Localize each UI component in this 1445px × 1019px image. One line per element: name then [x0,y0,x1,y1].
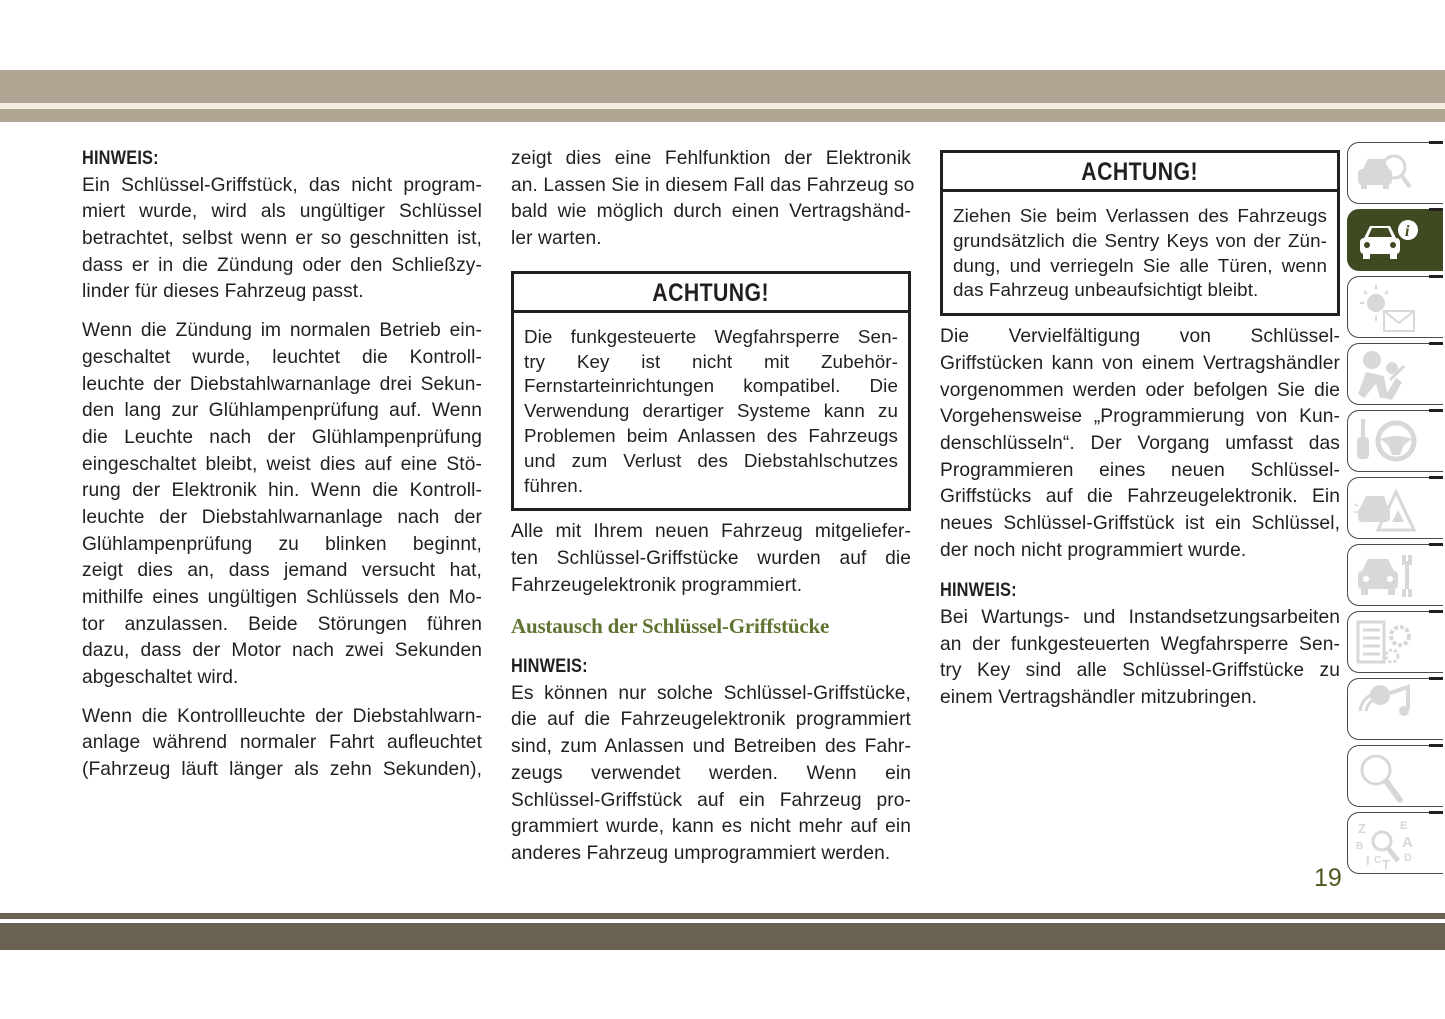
text-line: dass er in die Zündung oder den Schließzy- [82,254,482,276]
text-line: der noch nicht programmiert wurde. [940,539,1247,561]
text-line: ler warten. [511,228,602,250]
paragraph [511,519,911,599]
column-3 [940,146,1340,724]
text-line: und zum Verlust des Diebstahlschutzes [524,449,898,471]
text-line: try Key ist nicht mit Zubehör- [524,350,898,372]
warning-body [943,192,1337,313]
text-line: leuchte der Diebstahlwarnanlage nach der [82,506,482,528]
svg-text:C: C [1374,855,1382,866]
text-line: linder für dieses Fahrzeug passt. [82,281,364,303]
text-line: Ziehen Sie beim Verlassen des Fahrzeugs [953,205,1327,226]
text-line: neues Schlüssel-Griffstück ist ein Schlüssel, [940,513,1340,534]
text-line: eingeschaltet bleibt, weist dies auf eine Stö- [82,453,482,475]
text-line: grundsätzlich die Sentry Keys von der Zün- [953,229,1327,251]
text-line: vorgenommen werden oder befolgen Sie die [940,379,1340,401]
tab-car-info[interactable] [1347,209,1443,271]
tab-starting-operating[interactable] [1347,410,1443,472]
header-band-lower [0,109,1445,122]
text-line: Ein Schlüssel-Griffstück, das nicht program- [82,174,482,196]
text-line: tor anzulassen. Beide Störungen führen [82,613,482,635]
text-line: zeugs verwendet werden. Wenn ein [511,762,911,784]
text-line: try Key sind alle Schlüssel-Griffstücke zu [940,660,1340,682]
note-block [940,578,1340,711]
text-line: Fahrzeugelektronik programmiert. [511,574,803,596]
text-line: die auf die Fahrzeugelektronik programmiert [511,709,911,731]
text-line: Vorgehensweise „Programmierung von Kun- [940,406,1340,428]
text-line: dung, und verriegeln Sie alle Türen, wenn [953,254,1327,276]
text-line: Wenn die Zündung im normalen Betrieb ein- [82,320,482,342]
text-line: sind, zum Anlassen und Betreiben des Fahr- [511,736,911,758]
header-band [0,70,1445,103]
note-block [82,146,482,306]
warning-light-message-icon [1354,281,1418,335]
text-line: mithilfe eines ungültigen Schlüssels den Mo- [82,587,482,608]
text-line: einem Vertragshändler mitzubringen. [940,687,1258,709]
text-line: abgeschaltet wird. [82,667,239,689]
car-magnifier-icon [1354,147,1414,201]
paragraph [82,704,482,784]
warning-body [514,313,908,509]
tab-technical-specifications[interactable] [1347,611,1443,673]
text-line: zeigt dies an, dass jemand versucht hat, [82,560,482,582]
checklist-gears-icon [1354,616,1418,670]
warning-box [940,150,1340,316]
warning-title: ACHTUNG! [514,274,908,313]
multimedia-music-location-icon [1354,683,1418,737]
text-line: denschlüsseln“. Der Vorgang umfasst das [940,432,1340,454]
warning-title: ACHTUNG! [943,153,1337,192]
svg-text:I: I [1366,853,1370,868]
text-line: Es können nur solche Schlüssel-Griffstücke, [511,682,911,704]
warning-box [511,271,911,512]
text-line: an. Lassen Sie in diesem Fall das Fahrzeug so [511,174,915,196]
text-line: den lang zur Glühlampenprüfung auf. Wenn [82,400,482,422]
car-info-icon [1354,214,1420,268]
text-line: Programmieren eines neuen Schlüssel- [940,459,1340,481]
text-line: Griffstücken kann von einem Vertragshändler [940,352,1340,374]
page-number: 19 [1314,864,1342,892]
text-line: betrachtet, selbst wenn er so geschnitten ist, [82,228,482,250]
tab-safety[interactable] [1347,343,1443,405]
tab-car-magnifier[interactable] [1347,142,1443,204]
text-line: anderes Fahrzeug umprogrammiert werden. [511,842,891,864]
text-line: zeigt dies eine Fehlfunktion der Elektronik [511,148,911,169]
note-label: HINWEIS: [82,148,159,169]
text-line: Fernstarteinrichtungen kompatibel. Die [524,375,898,397]
text-line: dazu, dass der Motor nach zwei Sekunden [82,640,482,662]
paragraph [511,146,915,253]
tab-alphabetical-index[interactable] [1347,812,1443,874]
svg-text:i: i [1405,223,1410,240]
text-line: Glühlampenprüfung zu blinken beginnt, [82,533,482,555]
text-line: die Leuchte nach der Glühlampenprüfung [82,426,482,448]
car-wrench-icon [1354,549,1418,603]
text-line: ten Schlüssel-Griffstücke wurden auf die [511,548,911,570]
text-line: leuchte der Diebstahlwarnanlage drei Sekun- [82,373,482,395]
airbag-passenger-icon [1354,348,1414,402]
index-alphabet-icon [1354,817,1418,871]
footer-band [0,923,1445,950]
text-line: an der funkgesteuerten Wegfahrsperre Sen- [940,633,1340,655]
column-1 [82,146,482,796]
text-line: Wenn die Kontrollleuchte der Diebstahlwarn- [82,705,482,727]
note-label: HINWEIS: [940,580,1017,602]
text-line: anlage während normaler Fahrt aufleuchtet [82,732,482,754]
text-line: Schlüssel-Griffstück auf ein Fahrzeug pro- [511,789,911,811]
note-block [511,654,911,868]
text-line: das Fahrzeug unbeaufsichtigt bleibt. [953,279,1259,301]
text-line: Griffstücks auf die Fahrzeugelektronik. Ein [940,486,1340,508]
paragraph [82,318,482,692]
text-line: rung der Elektronik hin. Wenn die Kontroll- [82,480,482,502]
text-line: bald wie möglich durch einen Vertragshänd- [511,201,911,223]
svg-text:B: B [1356,841,1364,852]
text-line: Die Vervielfältigung von Schlüssel- [940,326,1340,348]
tab-servicing-maintenance[interactable] [1347,544,1443,606]
text-line: grammiert wurde, kann es nicht mehr auf ein [511,816,911,838]
key-steering-wheel-icon [1354,415,1418,469]
text-line: Verwendung derartiger Systeme kann zu [524,400,898,422]
text-line: Die funkgesteuerte Wegfahrsperre Sen- [524,325,898,347]
text-line: führen. [524,474,584,496]
text-line: Bei Wartungs- und Instandsetzungsarbeiten [940,607,1340,629]
paragraph [940,324,1340,564]
note-label: HINWEIS: [511,656,588,678]
text-line: miert wurde, wird als ungültiger Schlüssel [82,201,482,223]
tab-warning-lights-messages[interactable] [1347,276,1443,338]
car-hazard-triangle-icon [1354,482,1418,536]
section-heading: Austausch der Schlüssel-Griffstücke [511,614,830,639]
search-magnifier-icon [1354,750,1418,804]
text-line: Problemen beim Anlassen des Fahrzeugs [524,424,898,446]
svg-text:E: E [1400,820,1408,832]
tab-multimedia[interactable] [1347,678,1443,740]
svg-text:D: D [1404,852,1412,864]
tab-emergency[interactable] [1347,477,1443,539]
text-line: (Fahrzeug läuft länger als zehn Sekunden), [82,759,482,781]
svg-text:T: T [1382,857,1390,871]
svg-text:A: A [1402,834,1413,851]
tab-index-search[interactable] [1347,745,1443,807]
text-line: Alle mit Ihrem neuen Fahrzeug mitgeliefer- [511,521,911,543]
column-2 [511,146,915,880]
text-line: geschaltet wurde, leuchtet die Kontroll- [82,346,482,368]
chapter-tabs [1347,142,1445,879]
svg-text:Z: Z [1358,821,1366,836]
